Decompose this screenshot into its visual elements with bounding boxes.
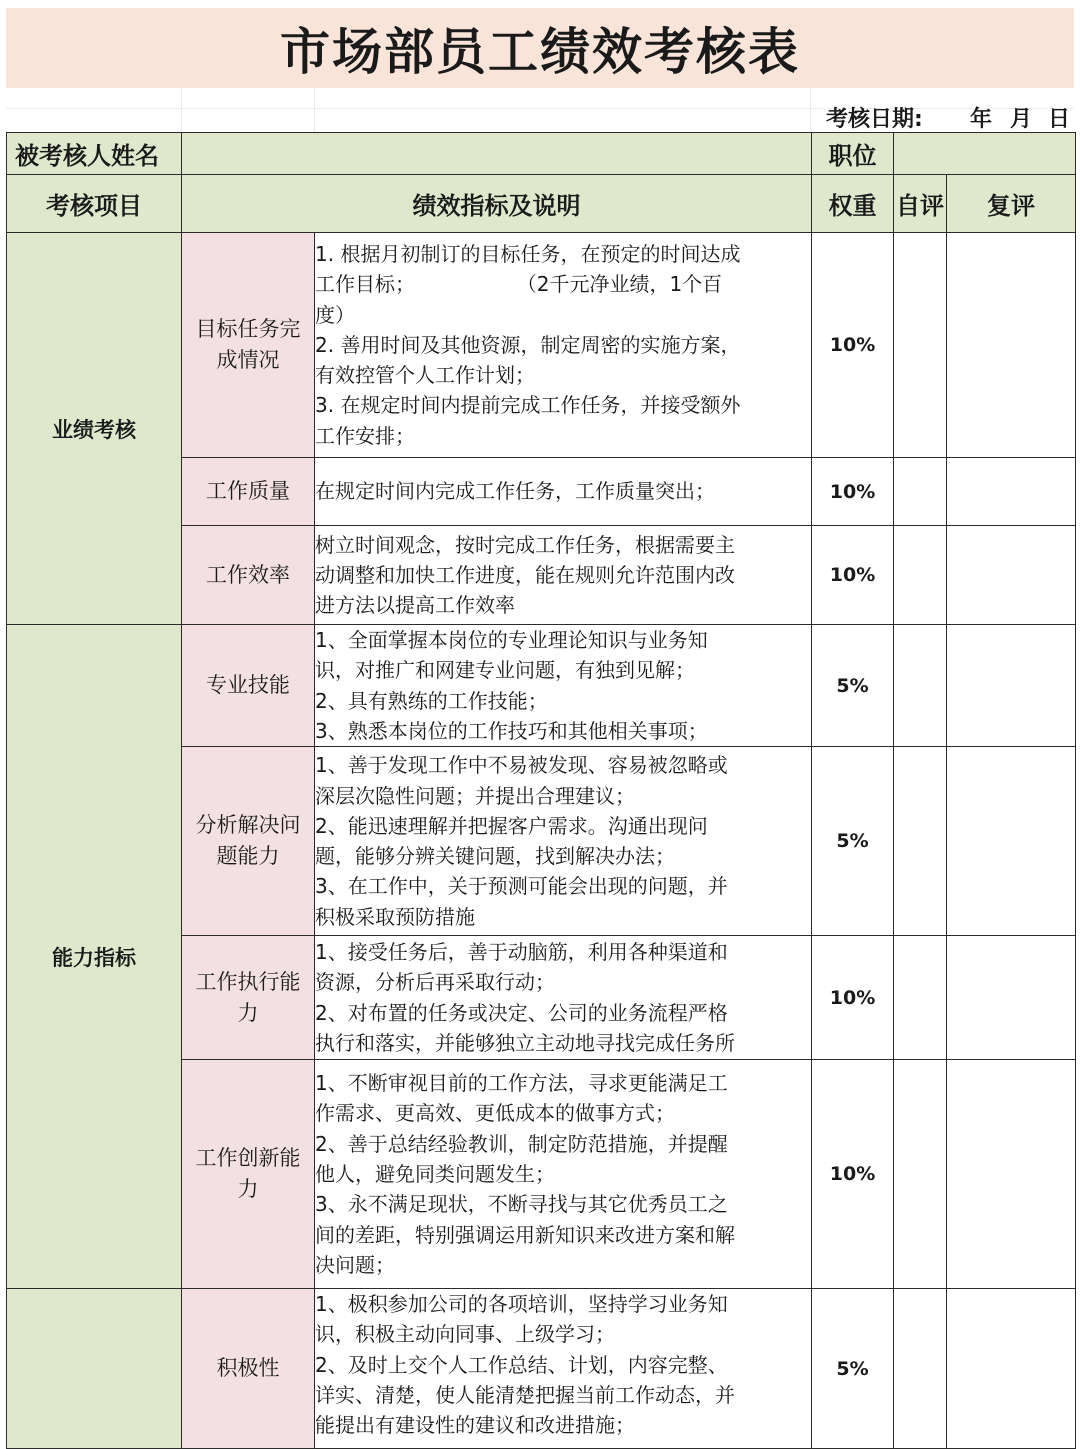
desc-line: 2、具有熟练的工作技能； xyxy=(315,688,548,713)
desc-line: 深层次隐性问题；并提出合理建议； xyxy=(315,783,635,808)
item-cell xyxy=(182,625,315,747)
item-cell xyxy=(182,747,315,936)
desc-cell xyxy=(315,526,812,625)
desc-cell xyxy=(315,1060,812,1289)
desc-line: 2. 善用时间及其他资源，制定周密的实施方案， xyxy=(315,332,741,357)
weight-cell: 5% xyxy=(812,747,894,936)
col-header-desc: 绩效指标及说明 xyxy=(182,175,812,233)
item-line: 成情况 xyxy=(216,348,280,372)
weight-cell: 10% xyxy=(812,1060,894,1289)
item-cell xyxy=(182,1060,315,1289)
desc-line: 详实、清楚，使人能清楚把握当前工作动态，并 xyxy=(315,1383,735,1408)
desc-line: 1、善于发现工作中不易被发现、容易被忽略或 xyxy=(315,753,728,778)
evaluation-table xyxy=(6,132,1076,1449)
self-score-cell[interactable] xyxy=(894,747,947,936)
weight-cell: 5% xyxy=(812,625,894,747)
category-ability: 能力指标 xyxy=(7,625,182,1289)
position-input-cell[interactable] xyxy=(894,133,1076,175)
desc-cell xyxy=(315,625,812,747)
desc-line: 3. 在规定时间内提前完成工作任务，并接受额外 xyxy=(315,393,741,418)
name-input-cell[interactable] xyxy=(182,133,812,175)
self-score-cell[interactable] xyxy=(894,526,947,625)
grid-line xyxy=(810,88,811,132)
name-row xyxy=(7,133,1076,175)
date-year: 年 xyxy=(970,107,993,132)
desc-line: 作需求、更高效、更低成本的做事方式； xyxy=(315,1101,675,1126)
item-cell xyxy=(182,233,315,458)
desc-line: 识，对推广和网建专业问题，有独到见解； xyxy=(315,658,695,683)
weight-cell: 10% xyxy=(812,936,894,1060)
desc-line: 执行和落实，并能够独立主动地寻找完成任务所 xyxy=(315,1030,735,1055)
review-score-cell[interactable] xyxy=(947,625,1076,747)
desc-line: 他人，避免同类问题发生； xyxy=(315,1162,555,1187)
review-score-cell[interactable] xyxy=(947,747,1076,936)
review-score-cell[interactable] xyxy=(947,1060,1076,1289)
self-score-cell[interactable] xyxy=(894,1060,947,1289)
desc-line: 3、熟悉本岗位的工作技巧和其他相关事项； xyxy=(315,718,708,743)
review-score-cell[interactable] xyxy=(947,458,1076,526)
desc-line: 识，积极主动向同事、上级学习； xyxy=(315,1322,615,1347)
item-line: 专业技能 xyxy=(206,673,290,698)
position-label: 职位 xyxy=(812,133,894,175)
desc-line: 2、能迅速理解并把握客户需求。沟通出现问 xyxy=(315,813,708,838)
weight-cell: 10% xyxy=(812,233,894,458)
desc-line: 3、永不满足现状，不断寻找与其它优秀员工之 xyxy=(315,1192,728,1217)
item-line: 力 xyxy=(237,1000,259,1025)
col-header-weight: 权重 xyxy=(812,175,894,233)
item-line: 目标任务完 xyxy=(195,317,301,341)
category-performance: 业绩考核 xyxy=(7,233,182,625)
desc-line: 资源，分析后再采取行动； xyxy=(315,970,555,995)
desc-line: 1、接受任务后，善于动脑筋，利用各种渠道和 xyxy=(315,940,728,965)
desc-line: 进方法以提高工作效率 xyxy=(315,593,515,618)
item-cell xyxy=(182,526,315,625)
desc-line: 有效控管个人工作计划； xyxy=(315,363,535,388)
weight-cell: 5% xyxy=(812,1289,894,1449)
desc-line: 题，能够分辨关键问题，找到解决办法； xyxy=(315,844,675,869)
col-header-item: 考核项目 xyxy=(7,175,182,233)
desc-line: 能提出有建设性的建议和改进措施； xyxy=(315,1413,635,1438)
desc-line: 2、对布置的任务或决定、公司的业务流程严格 xyxy=(315,1000,728,1025)
item-cell xyxy=(182,458,315,526)
desc-line: 3、在工作中，关于预测可能会出现的问题，并 xyxy=(315,874,728,899)
col-header-review: 复评 xyxy=(947,175,1076,233)
desc-line: 2、善于总结经验教训，制定防范措施，并提醒 xyxy=(315,1131,728,1156)
name-label: 被考核人姓名 xyxy=(7,133,182,175)
desc-line: 积极采取预防措施 xyxy=(315,904,475,929)
desc-line: 度） xyxy=(315,302,355,327)
weight-cell: 10% xyxy=(812,526,894,625)
review-score-cell[interactable] xyxy=(947,233,1076,458)
desc-line: 1、极积参加公司的各项培训，坚持学习业务知 xyxy=(315,1292,728,1317)
desc-line: 1. 根据月初制订的目标任务，在预定的时间达成 xyxy=(315,241,741,266)
item-cell xyxy=(182,1289,315,1449)
item-line: 工作效率 xyxy=(206,562,290,587)
desc-line: 动调整和加快工作进度，能在规则允许范围内改 xyxy=(315,562,735,587)
desc-cell xyxy=(315,458,812,526)
col-header-self: 自评 xyxy=(894,175,947,233)
desc-line: 1、不断审视目前的工作方法，寻求更能满足工 xyxy=(315,1071,728,1096)
desc-line: 在规定时间内完成工作任务，工作质量突出； xyxy=(315,479,715,504)
self-score-cell[interactable] xyxy=(894,458,947,526)
desc-line: 1、全面掌握本岗位的专业理论知识与业务知 xyxy=(315,628,708,652)
weight-cell: 10% xyxy=(812,458,894,526)
self-score-cell[interactable] xyxy=(894,625,947,747)
page-title: 市场部员工绩效考核表 xyxy=(280,23,800,81)
desc-line: 工作安排； xyxy=(315,423,415,448)
title-banner xyxy=(6,8,1074,88)
desc-line: 树立时间观念，按时完成工作任务，根据需要主 xyxy=(315,532,735,557)
table-row xyxy=(7,1289,1076,1449)
desc-line: 工作目标； （2千元净业绩，1个百 xyxy=(315,272,723,297)
review-score-cell[interactable] xyxy=(947,526,1076,625)
desc-line: 间的差距，特别强调运用新知识来改进方案和解 xyxy=(315,1222,735,1247)
date-day: 日 xyxy=(1048,107,1071,132)
table-row xyxy=(7,233,1076,458)
item-line: 题能力 xyxy=(216,844,280,869)
item-line: 工作创新能 xyxy=(195,1146,301,1171)
item-cell xyxy=(182,936,315,1060)
item-line: 分析解决问 xyxy=(195,813,301,838)
item-line: 工作执行能 xyxy=(195,969,301,994)
item-line: 积极性 xyxy=(216,1356,280,1381)
desc-cell xyxy=(315,1289,812,1449)
date-month: 月 xyxy=(1010,107,1033,132)
desc-cell xyxy=(315,936,812,1060)
category-attitude xyxy=(7,1289,182,1449)
review-score-cell[interactable] xyxy=(947,936,1076,1060)
desc-cell xyxy=(315,233,812,458)
desc-line: 决问题； xyxy=(315,1252,395,1277)
self-score-cell[interactable] xyxy=(894,1289,947,1449)
column-header-row xyxy=(7,175,1076,233)
desc-cell xyxy=(315,747,812,936)
item-line: 力 xyxy=(237,1177,259,1202)
date-label: 考核日期: xyxy=(826,107,923,132)
desc-line: 2、及时上交个人工作总结、计划，内容完整、 xyxy=(315,1352,728,1377)
self-score-cell[interactable] xyxy=(894,936,947,1060)
grid-line xyxy=(314,88,315,132)
table-row xyxy=(7,625,1076,747)
grid-line xyxy=(181,88,182,132)
self-score-cell[interactable] xyxy=(894,233,947,458)
review-score-cell[interactable] xyxy=(947,1289,1076,1449)
item-line: 工作质量 xyxy=(206,479,290,503)
